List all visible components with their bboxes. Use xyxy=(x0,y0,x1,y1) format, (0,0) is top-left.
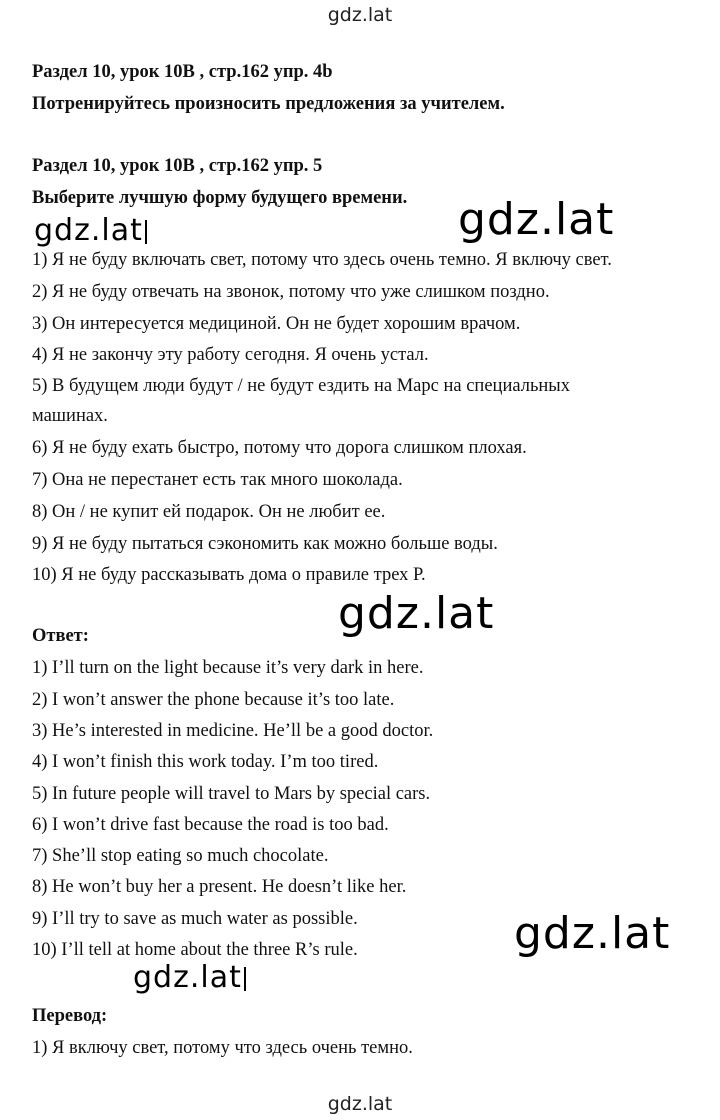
watermark-bar xyxy=(145,220,147,244)
section2-instruction: Выберите лучшую форму будущего времени. xyxy=(32,188,408,208)
answer-item: 5) In future people will travel to Mars by special cars. xyxy=(32,784,431,804)
watermark xyxy=(34,213,147,248)
translation-label: Перевод: xyxy=(32,1006,108,1026)
answer-item: 1) I’ll turn on the light because it’s very dark in here. xyxy=(32,658,424,678)
answer-item: 3) He’s interested in medicine. He’ll be a good doctor. xyxy=(32,721,434,741)
exercise-item: 7) Она не перестанет есть так много шоколада. xyxy=(32,470,403,490)
watermark xyxy=(133,960,246,995)
answer-item: 6) I won’t drive fast because the road is too bad. xyxy=(32,815,389,835)
watermark: gdz.lat xyxy=(338,588,495,639)
exercise-item: 9) Я не буду пытаться сэкономить как можно больше воды. xyxy=(32,534,498,554)
watermark: gdz.lat xyxy=(458,194,615,245)
section1-title: Раздел 10, урок 10B , стр.162 упр. 4b xyxy=(32,62,333,82)
section1-instruction: Потренируйтесь произносить предложения за учителем. xyxy=(32,94,505,114)
watermark-text: gdz.lat xyxy=(34,213,143,248)
answer-label: Ответ: xyxy=(32,626,89,646)
exercise-item: 1) Я не буду включать свет, потому что здесь очень темно. Я включу свет. xyxy=(32,250,612,270)
exercise-item: 10) Я не буду рассказывать дома о правиле трех Р. xyxy=(32,565,426,585)
exercise-item: 8) Он / не купит ей подарок. Он не любит ее. xyxy=(32,502,386,522)
exercise-item: 5) В будущем люди будут / не будут ездить на Марс на специальных xyxy=(32,376,570,396)
site-header[interactable]: gdz.lat xyxy=(327,4,393,26)
exercise-item: 6) Я не буду ехать быстро, потому что дорога слишком плохая. xyxy=(32,438,527,458)
answer-item: 2) I won’t answer the phone because it’s too late. xyxy=(32,690,395,710)
answer-item: 4) I won’t finish this work today. I’m too tired. xyxy=(32,752,379,772)
exercise-item: 4) Я не закончу эту работу сегодня. Я очень устал. xyxy=(32,345,429,365)
site-footer[interactable]: gdz.lat xyxy=(327,1093,393,1115)
translation-item: 1) Я включу свет, потому что здесь очень темно. xyxy=(32,1038,413,1058)
answer-item: 10) I’ll tell at home about the three R’s rule. xyxy=(32,940,358,960)
watermark-bar xyxy=(244,967,246,991)
section2-title: Раздел 10, урок 10B , стр.162 упр. 5 xyxy=(32,156,323,176)
answer-item: 9) I’ll try to save as much water as possible. xyxy=(32,909,358,929)
exercise-item: 2) Я не буду отвечать на звонок, потому что уже слишком поздно. xyxy=(32,282,550,302)
watermark: gdz.lat xyxy=(514,908,671,959)
answer-item: 7) She’ll stop eating so much chocolate. xyxy=(32,846,329,866)
watermark-text: gdz.lat xyxy=(133,960,242,995)
answer-item: 8) He won’t buy her a present. He doesn’t like her. xyxy=(32,877,407,897)
exercise-item: 3) Он интересуется медициной. Он не будет хорошим врачом. xyxy=(32,314,521,334)
exercise-item: машинах. xyxy=(32,406,108,426)
